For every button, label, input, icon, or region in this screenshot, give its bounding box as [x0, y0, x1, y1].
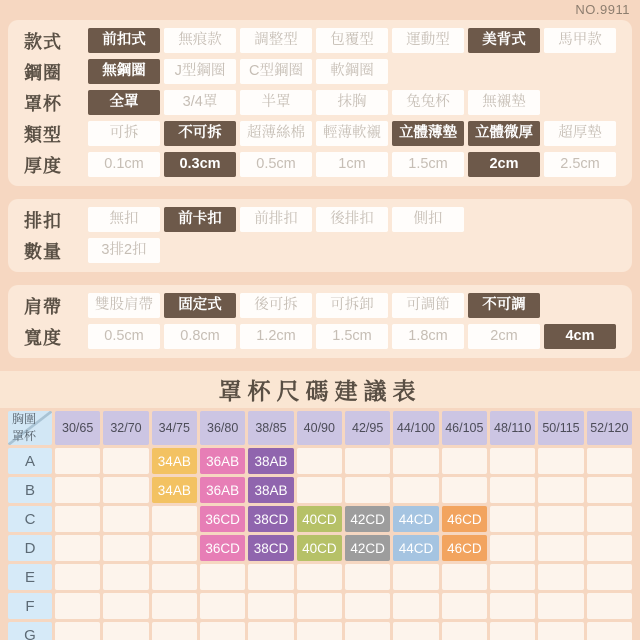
empty-cell — [152, 564, 197, 590]
pad-type-label: 類型 — [24, 124, 62, 145]
spec-row-closure — [24, 204, 624, 235]
spec-row-cup — [24, 87, 624, 118]
empty-cell — [103, 593, 148, 619]
empty-cell — [442, 448, 487, 474]
empty-cell — [152, 506, 197, 532]
straps-option[interactable]: 可拆卸 — [316, 293, 388, 318]
empty-cell — [442, 593, 487, 619]
straps-options — [88, 293, 540, 318]
style-option[interactable]: 無痕款 — [164, 28, 236, 53]
size-chip-38AB: 38AB — [248, 477, 293, 503]
empty-cell — [297, 593, 342, 619]
size-chip-34AB: 34AB — [152, 448, 197, 474]
strap-width-option[interactable]: 2cm — [468, 324, 540, 349]
thickness-option[interactable]: 0.5cm — [240, 152, 312, 177]
spec-row-style — [24, 25, 624, 56]
column-header-36-80: 36/80 — [200, 411, 245, 445]
empty-cell — [200, 564, 245, 590]
straps-label: 肩帶 — [24, 296, 62, 317]
empty-cell — [55, 564, 100, 590]
strap-width-label: 寬度 — [24, 327, 62, 348]
closure-option[interactable]: 側扣 — [392, 207, 464, 232]
column-header-32-70: 32/70 — [103, 411, 148, 445]
empty-cell — [152, 593, 197, 619]
size-chip-42CD: 42CD — [345, 506, 390, 532]
empty-cell — [345, 448, 390, 474]
strap-width-option[interactable]: 0.8cm — [164, 324, 236, 349]
style-option[interactable]: 調整型 — [240, 28, 312, 53]
row-label-D: D — [8, 535, 52, 561]
empty-cell — [442, 564, 487, 590]
cup-options — [88, 90, 540, 115]
column-header-50-115: 50/115 — [538, 411, 583, 445]
column-header-52-120: 52/120 — [587, 411, 632, 445]
thickness-option[interactable]: 0.1cm — [88, 152, 160, 177]
empty-cell — [538, 535, 583, 561]
size-chip-36CD: 36CD — [200, 535, 245, 561]
row-label-B: B — [8, 477, 52, 503]
spec-row-straps — [24, 290, 624, 321]
empty-cell — [490, 448, 535, 474]
style-option[interactable]: 包覆型 — [316, 28, 388, 53]
thickness-label: 厚度 — [24, 155, 62, 176]
empty-cell — [55, 535, 100, 561]
row-label-F: F — [8, 593, 52, 619]
empty-cell — [248, 593, 293, 619]
empty-cell — [490, 506, 535, 532]
closure-option[interactable]: 前排扣 — [240, 207, 312, 232]
empty-cell — [442, 622, 487, 640]
empty-cell — [490, 477, 535, 503]
size-chip-46CD: 46CD — [442, 535, 487, 561]
empty-cell — [297, 622, 342, 640]
closure-count-options — [88, 238, 160, 263]
empty-cell — [55, 506, 100, 532]
column-header-42-95: 42/95 — [345, 411, 390, 445]
size-chip-44CD: 44CD — [393, 535, 438, 561]
strap-width-options — [88, 324, 616, 349]
empty-cell — [55, 622, 100, 640]
empty-cell — [587, 535, 632, 561]
size-chip-38CD: 38CD — [248, 506, 293, 532]
strap-width-option[interactable]: 1.5cm — [316, 324, 388, 349]
empty-cell — [490, 593, 535, 619]
cup-option-selected[interactable]: 全罩 — [88, 90, 160, 115]
column-header-34-75: 34/75 — [152, 411, 197, 445]
empty-cell — [393, 622, 438, 640]
empty-cell — [538, 622, 583, 640]
pad-type-option-selected[interactable]: 立體微厚 — [468, 121, 540, 146]
empty-cell — [587, 622, 632, 640]
empty-cell — [345, 593, 390, 619]
spec-row-pad-type — [24, 118, 624, 149]
pad-type-option[interactable]: 可拆 — [88, 121, 160, 146]
thickness-option[interactable]: 2.5cm — [544, 152, 616, 177]
size-chip-36AB: 36AB — [200, 448, 245, 474]
cup-option[interactable]: 無襯墊 — [468, 90, 540, 115]
size-table-title-band — [0, 371, 640, 408]
cup-option[interactable]: 3/4罩 — [164, 90, 236, 115]
spec-row-underwire — [24, 56, 624, 87]
cup-option[interactable]: 抹胸 — [316, 90, 388, 115]
underwire-option[interactable]: J型鋼圈 — [164, 59, 236, 84]
empty-cell — [393, 448, 438, 474]
empty-cell — [200, 622, 245, 640]
row-label-C: C — [8, 506, 52, 532]
closure-option-selected[interactable]: 前卡扣 — [164, 207, 236, 232]
corner-label-cup: 罩杯 — [12, 429, 37, 443]
empty-cell — [55, 448, 100, 474]
column-header-46-105: 46/105 — [442, 411, 487, 445]
empty-cell — [393, 477, 438, 503]
underwire-label: 鋼圈 — [24, 62, 62, 83]
thickness-option[interactable]: 1.5cm — [392, 152, 464, 177]
spec-panel-1 — [8, 20, 632, 186]
underwire-option[interactable]: 軟鋼圈 — [316, 59, 388, 84]
size-chip-36AB: 36AB — [200, 477, 245, 503]
empty-cell — [345, 622, 390, 640]
empty-cell — [248, 622, 293, 640]
empty-cell — [587, 448, 632, 474]
empty-cell — [538, 477, 583, 503]
strap-width-option-selected[interactable]: 4cm — [544, 324, 616, 349]
empty-cell — [538, 448, 583, 474]
empty-cell — [103, 622, 148, 640]
thickness-options — [88, 152, 616, 177]
empty-cell — [55, 477, 100, 503]
empty-cell — [587, 506, 632, 532]
column-header-38-85: 38/85 — [248, 411, 293, 445]
row-label-G: G — [8, 622, 52, 640]
strap-width-option[interactable]: 0.5cm — [88, 324, 160, 349]
empty-cell — [103, 535, 148, 561]
size-chip-44CD: 44CD — [393, 506, 438, 532]
empty-cell — [490, 535, 535, 561]
empty-cell — [297, 448, 342, 474]
product-number: NO.9911 — [575, 2, 630, 17]
cup-label: 罩杯 — [24, 93, 62, 114]
style-option[interactable]: 運動型 — [392, 28, 464, 53]
empty-cell — [538, 506, 583, 532]
empty-cell — [248, 564, 293, 590]
column-header-48-110: 48/110 — [490, 411, 535, 445]
size-chip-40CD: 40CD — [297, 535, 342, 561]
empty-cell — [345, 477, 390, 503]
empty-cell — [393, 593, 438, 619]
empty-cell — [345, 564, 390, 590]
size-chip-36CD: 36CD — [200, 506, 245, 532]
spec-row-thickness — [24, 149, 624, 180]
empty-cell — [103, 448, 148, 474]
cup-option[interactable]: 半罩 — [240, 90, 312, 115]
thickness-option[interactable]: 1cm — [316, 152, 388, 177]
spec-row-closure-count — [24, 235, 624, 266]
style-option[interactable]: 馬甲款 — [544, 28, 616, 53]
empty-cell — [393, 564, 438, 590]
row-label-E: E — [8, 564, 52, 590]
closure-count-option[interactable]: 3排2扣 — [88, 238, 160, 263]
pad-type-option[interactable]: 超薄絲棉 — [240, 121, 312, 146]
column-header-44-100: 44/100 — [393, 411, 438, 445]
empty-cell — [103, 477, 148, 503]
column-header-30-65: 30/65 — [55, 411, 100, 445]
underwire-option[interactable]: C型鋼圈 — [240, 59, 312, 84]
pad-type-options — [88, 121, 616, 146]
pad-type-option[interactable]: 輕薄軟襯 — [316, 121, 388, 146]
pad-type-option-selected[interactable]: 立體薄墊 — [392, 121, 464, 146]
row-label-A: A — [8, 448, 52, 474]
table-corner-cell — [8, 411, 52, 445]
straps-option[interactable]: 可調節 — [392, 293, 464, 318]
empty-cell — [55, 593, 100, 619]
size-chip-38AB: 38AB — [248, 448, 293, 474]
strap-width-option[interactable]: 1.2cm — [240, 324, 312, 349]
spec-panel-3 — [8, 285, 632, 358]
empty-cell — [587, 477, 632, 503]
size-chip-38CD: 38CD — [248, 535, 293, 561]
closure-option[interactable]: 無扣 — [88, 207, 160, 232]
straps-option[interactable]: 後可拆 — [240, 293, 312, 318]
closure-option[interactable]: 後排扣 — [316, 207, 388, 232]
empty-cell — [490, 564, 535, 590]
underwire-options — [88, 59, 388, 84]
spec-row-strap-width — [24, 321, 624, 352]
closure-options — [88, 207, 464, 232]
underwire-option-selected[interactable]: 無鋼圈 — [88, 59, 160, 84]
empty-cell — [103, 506, 148, 532]
straps-option-selected[interactable]: 不可調 — [468, 293, 540, 318]
straps-option[interactable]: 雙股肩帶 — [88, 293, 160, 318]
empty-cell — [152, 535, 197, 561]
thickness-option-selected[interactable]: 0.3cm — [164, 152, 236, 177]
empty-cell — [587, 593, 632, 619]
spec-panels — [0, 20, 640, 358]
strap-width-option[interactable]: 1.8cm — [392, 324, 464, 349]
empty-cell — [297, 564, 342, 590]
corner-label-chest: 胸圍 — [12, 412, 37, 426]
column-header-40-90: 40/90 — [297, 411, 342, 445]
size-chip-34AB: 34AB — [152, 477, 197, 503]
empty-cell — [200, 593, 245, 619]
empty-cell — [442, 477, 487, 503]
empty-cell — [103, 564, 148, 590]
style-label: 款式 — [24, 31, 62, 52]
closure-count-label: 數量 — [24, 241, 62, 262]
straps-option-selected[interactable]: 固定式 — [164, 293, 236, 318]
style-option-selected[interactable]: 前扣式 — [88, 28, 160, 53]
pad-type-option[interactable]: 超厚墊 — [544, 121, 616, 146]
cup-size-table — [8, 411, 632, 640]
size-chip-42CD: 42CD — [345, 535, 390, 561]
size-chip-40CD: 40CD — [297, 506, 342, 532]
empty-cell — [538, 593, 583, 619]
thickness-option-selected[interactable]: 2cm — [468, 152, 540, 177]
size-table-title: 罩杯尺碼建議表 — [218, 378, 422, 404]
style-options — [88, 28, 616, 53]
empty-cell — [152, 622, 197, 640]
cup-option[interactable]: 兔兔杯 — [392, 90, 464, 115]
empty-cell — [538, 564, 583, 590]
size-chip-46CD: 46CD — [442, 506, 487, 532]
empty-cell — [587, 564, 632, 590]
empty-cell — [490, 622, 535, 640]
empty-cell — [297, 477, 342, 503]
style-option-selected[interactable]: 美背式 — [468, 28, 540, 53]
closure-label: 排扣 — [24, 210, 62, 231]
spec-panel-2 — [8, 199, 632, 272]
pad-type-option-selected[interactable]: 不可拆 — [164, 121, 236, 146]
